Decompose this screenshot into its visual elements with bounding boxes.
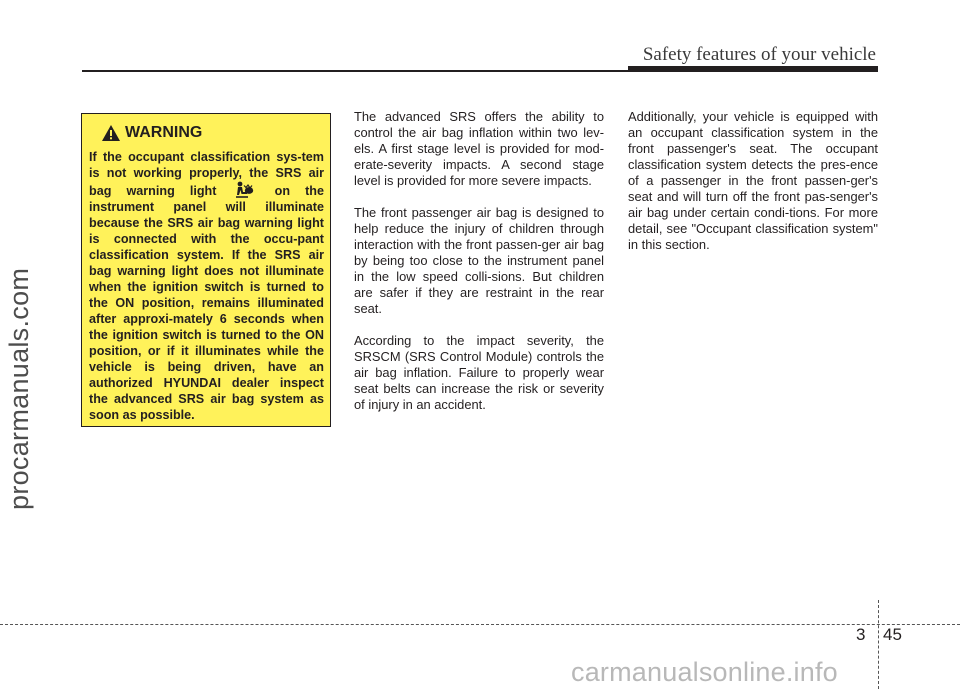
section-title: Safety features of your vehicle [642,44,876,65]
middle-paragraph-1: The advanced SRS offers the ability to control the air bag inflation within two lev-els. A first stage level is provided for mod-erate-severity impacts. A second stage level is provided for more severe impacts. [354,109,604,188]
page-number: 45 [883,625,902,644]
warning-heading [101,120,324,146]
warning-text-part-1: If the occupant classification sys-tem is not working properly, the SRS air bag warning light [89,150,324,198]
header-bar [628,66,878,72]
middle-paragraph-2: The front passenger air bag is designed to help reduce the injury of children through interaction with the front passen-ger air bag by being too close to the instrument panel in the low speed colli-sions. But children are safer if they are restraint in the rear seat. [354,205,604,316]
airbag-warning-light-icon [234,181,258,199]
middle-paragraph-3: According to the impact severity, the SRSCM (SRS Control Module) controls the air bag inflation. Failure to properly wear seat belts can increase the risk or severity of injury in an accident. [354,333,604,412]
right-paragraph-1: Additionally, your vehicle is equipped with an occupant classification system in the front passenger's seat. The occupant classification system detects the pres-ence of a passenger in the front passen-ger's seat and will turn off the front pas-senger's air bag under certain condi-tions. For more detail, see "Occupant classification system" in this section. [628,109,878,252]
side-watermark [4,267,44,550]
right-column [628,109,878,269]
bottom-watermark: carmanualsonline.info [571,657,838,687]
chapter-number: 3 [856,625,866,644]
footer-vertical-rule [878,600,879,689]
warning-text [89,149,324,423]
middle-column [354,109,604,429]
warning-triangle-icon [101,124,121,142]
warning-box [81,113,331,427]
footer-rule [0,624,960,625]
side-watermark-text: procarmanuals.com [4,267,34,510]
warning-text-part-2: on the instrument panel will illuminate because the SRS air bag warning light is connected with the occu-pant classification system. If the SRS air bag warning light does not illuminate when the ignition switch is turned to the ON position, remains illuminated after approxi-mately 6 seconds when the ignition switch is turned to the ON position, or if it illuminates while the vehicle is being driven, have an authorized HYUNDAI dealer inspect the advanced SRS air bag system as soon as possible. [89,184,324,422]
warning-title: WARNING [125,124,203,141]
